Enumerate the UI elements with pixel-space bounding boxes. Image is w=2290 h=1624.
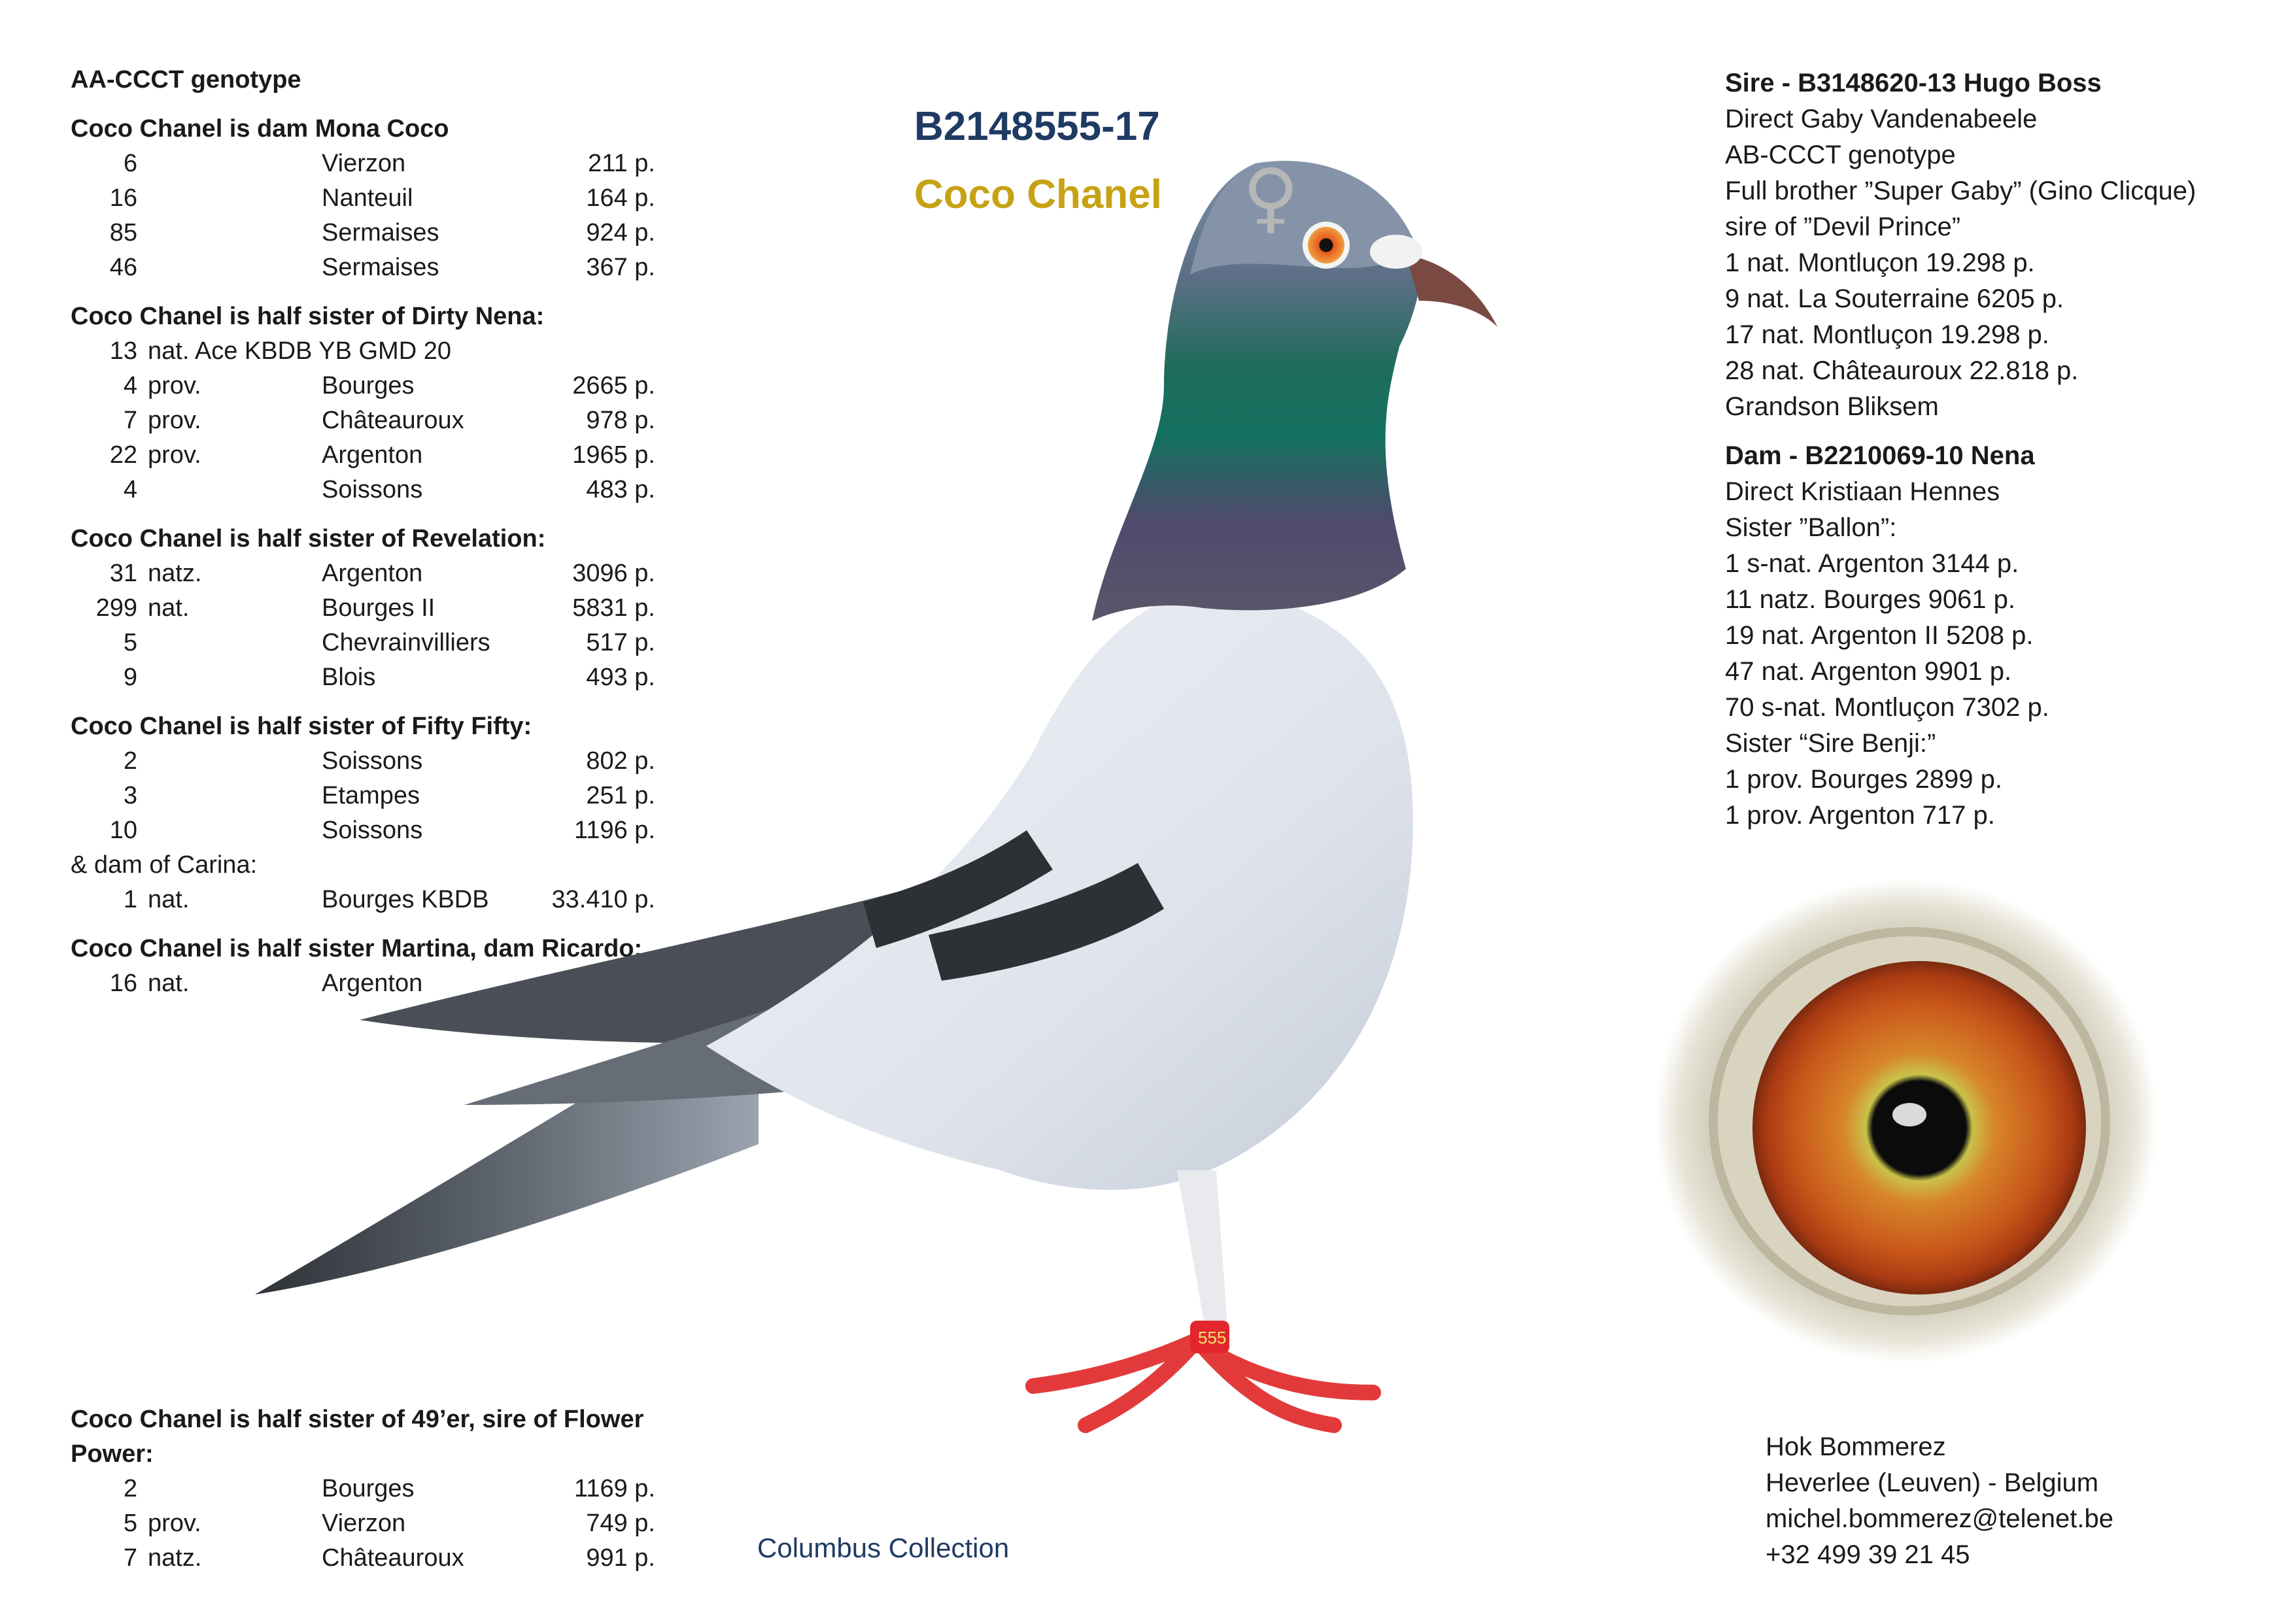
result-points: 164 p.	[586, 184, 655, 212]
result-location: Sermaises	[322, 254, 439, 281]
result-location: Bourges	[322, 1475, 415, 1502]
contact-block	[1766, 1429, 2113, 1573]
result-points: 483 p.	[586, 476, 655, 503]
result-location: Châteauroux	[322, 1544, 464, 1572]
result-points: 251 p.	[586, 782, 655, 809]
result-class: natz.	[148, 560, 202, 587]
result-rank: 16	[109, 184, 137, 212]
result-rank: 7	[123, 407, 137, 434]
sire-line: 1 nat. Montluçon 19.298 p.	[1725, 248, 2035, 277]
result-rank: 2	[123, 747, 137, 775]
result-points: 517 p.	[586, 629, 655, 656]
dam-block	[1725, 438, 2261, 834]
result-location: Blois	[322, 664, 376, 691]
result-points: 924 p.	[586, 219, 655, 246]
result-rank: 6	[123, 150, 137, 177]
result-class: prov.	[148, 407, 201, 434]
result-location: Châteauroux	[322, 407, 464, 434]
result-class: nat.	[148, 970, 190, 997]
result-points: 749 p.	[586, 1510, 655, 1537]
dam-line: 70 s-nat. Montluçon 7302 p.	[1725, 693, 2049, 722]
section-title: Coco Chanel is half sister of 49’er, sire of Flower Power:	[71, 1406, 644, 1468]
contact-line: Hok Bommerez	[1766, 1432, 1946, 1461]
result-rank: 5	[123, 629, 137, 656]
sire-lines	[1725, 101, 2261, 425]
result-rank: 3	[123, 782, 137, 809]
contact-line: +32 499 39 21 45	[1766, 1540, 1970, 1569]
result-class: prov.	[148, 372, 201, 399]
section-title: Coco Chanel is half sister of Revelation:	[71, 525, 546, 552]
result-points: 493 p.	[586, 664, 655, 691]
dam-line: 47 nat. Argenton 9901 p.	[1725, 657, 2012, 686]
result-class: prov.	[148, 1510, 201, 1537]
result-rank: 7	[123, 1544, 137, 1572]
dam-line: Sister “Sire Benji:”	[1725, 729, 1936, 758]
result-rank: 10	[109, 817, 137, 844]
result-points: 5831 p.	[572, 594, 655, 622]
result-location: Vierzon	[322, 150, 406, 177]
result-points: 367 p.	[586, 254, 655, 281]
result-points: 3096 p.	[572, 560, 655, 587]
sire-line: 17 nat. Montluçon 19.298 p.	[1725, 320, 2049, 349]
result-location: Chevrainvilliers	[322, 629, 490, 656]
collection-footer: Columbus Collection	[757, 1532, 1010, 1563]
dam-title: Dam - B2210069-10 Nena	[1725, 441, 2035, 470]
result-rank: 4	[123, 372, 137, 399]
sire-block	[1725, 65, 2261, 425]
result-location: Soissons	[322, 747, 423, 775]
result-rank: 46	[109, 254, 137, 281]
result-location: Argenton	[322, 970, 423, 997]
dam-line: Direct Kristiaan Hennes	[1725, 477, 2000, 506]
result-points: 802 p.	[586, 747, 655, 775]
result-rank: 9	[123, 664, 137, 691]
sire-line: Full brother ”Super Gaby” (Gino Clicque)	[1725, 177, 2196, 205]
result-location: Soissons	[322, 817, 423, 844]
result-location: Bourges	[322, 372, 415, 399]
result-note: nat. Ace KBDB YB GMD 20	[148, 337, 451, 365]
result-location: Etampes	[322, 782, 420, 809]
pigeon-name: Coco Chanel	[914, 172, 1162, 217]
section-title: Coco Chanel is half sister Martina, dam Ricardo:	[71, 935, 643, 962]
result-points: 33.410 p.	[551, 886, 655, 913]
result-points: 211 p.	[588, 150, 655, 177]
result-class: nat.	[148, 594, 190, 622]
contact-lines	[1766, 1429, 2113, 1573]
result-points: 991 p.	[586, 1544, 655, 1572]
result-rank: 85	[109, 219, 137, 246]
dam-line: 11 natz. Bourges 9061 p.	[1725, 585, 2016, 614]
result-class: natz.	[148, 1544, 202, 1572]
section-title: Coco Chanel is dam Mona Coco	[71, 115, 449, 143]
sire-title: Sire - B3148620-13 Hugo Boss	[1725, 69, 2102, 97]
result-rank: 13	[109, 337, 137, 365]
result-rank: 5	[123, 1510, 137, 1537]
eye-closeup-photo	[1654, 879, 2158, 1363]
result-rank: 16	[109, 970, 137, 997]
sire-line: 28 nat. Châteauroux 22.818 p.	[1725, 356, 2079, 385]
result-rank: 1	[123, 886, 137, 913]
dam-line: 1 s-nat. Argenton 3144 p.	[1725, 549, 2019, 578]
dam-line: 1 prov. Argenton 717 p.	[1725, 801, 1995, 830]
ring-number: B2148555-17	[914, 104, 1160, 149]
section-title: Coco Chanel is half sister of Dirty Nena:	[71, 303, 545, 330]
result-class: nat.	[148, 886, 190, 913]
result-rank: 2	[123, 1475, 137, 1502]
result-points: 978 p.	[586, 407, 655, 434]
dam-line: Sister ”Ballon”:	[1725, 513, 1897, 542]
result-location: Vierzon	[322, 1510, 406, 1537]
sub-section-title: & dam of Carina:	[71, 851, 258, 879]
result-rank: 4	[123, 476, 137, 503]
result-location: Sermaises	[322, 219, 439, 246]
result-points: 1196 p.	[574, 817, 655, 844]
result-rank: 31	[109, 560, 137, 587]
result-points: 1169 p.	[574, 1475, 655, 1502]
dam-lines	[1725, 474, 2261, 834]
sire-line: AB-CCCT genotype	[1725, 141, 1956, 169]
genotype-label: AA-CCCT genotype	[71, 66, 301, 93]
result-location: Nanteuil	[322, 184, 413, 212]
result-rank: 22	[109, 441, 137, 469]
contact-line: Heverlee (Leuven) - Belgium	[1766, 1468, 2099, 1497]
pigeon-photo	[248, 111, 1726, 1569]
section-title: Coco Chanel is half sister of Fifty Fifty:	[71, 713, 532, 740]
result-location: Soissons	[322, 476, 423, 503]
result-location: Argenton	[322, 560, 423, 587]
sire-line: 9 nat. La Souterraine 6205 p.	[1725, 284, 2064, 313]
female-symbol-icon: ♀	[1242, 152, 1299, 242]
result-rank: 299	[95, 594, 137, 622]
contact-line: michel.bommerez@telenet.be	[1766, 1504, 2113, 1533]
result-points: 2665 p.	[572, 372, 655, 399]
result-location: Bourges II	[322, 594, 436, 622]
dam-line: 1 prov. Bourges 2899 p.	[1725, 765, 2002, 794]
pedigree-column	[1725, 65, 2261, 847]
leg-band-text: 555	[1198, 1328, 1227, 1347]
result-location: Bourges KBDB	[322, 886, 489, 913]
sire-line: Grandson Bliksem	[1725, 392, 1939, 421]
sire-line: sire of ”Devil Prince”	[1725, 212, 1961, 241]
result-location: Argenton	[322, 441, 423, 469]
result-points: 1965 p.	[572, 441, 655, 469]
sire-line: Direct Gaby Vandenabeele	[1725, 105, 2038, 133]
dam-line: 19 nat. Argenton II 5208 p.	[1725, 621, 2034, 650]
result-class: prov.	[148, 441, 201, 469]
